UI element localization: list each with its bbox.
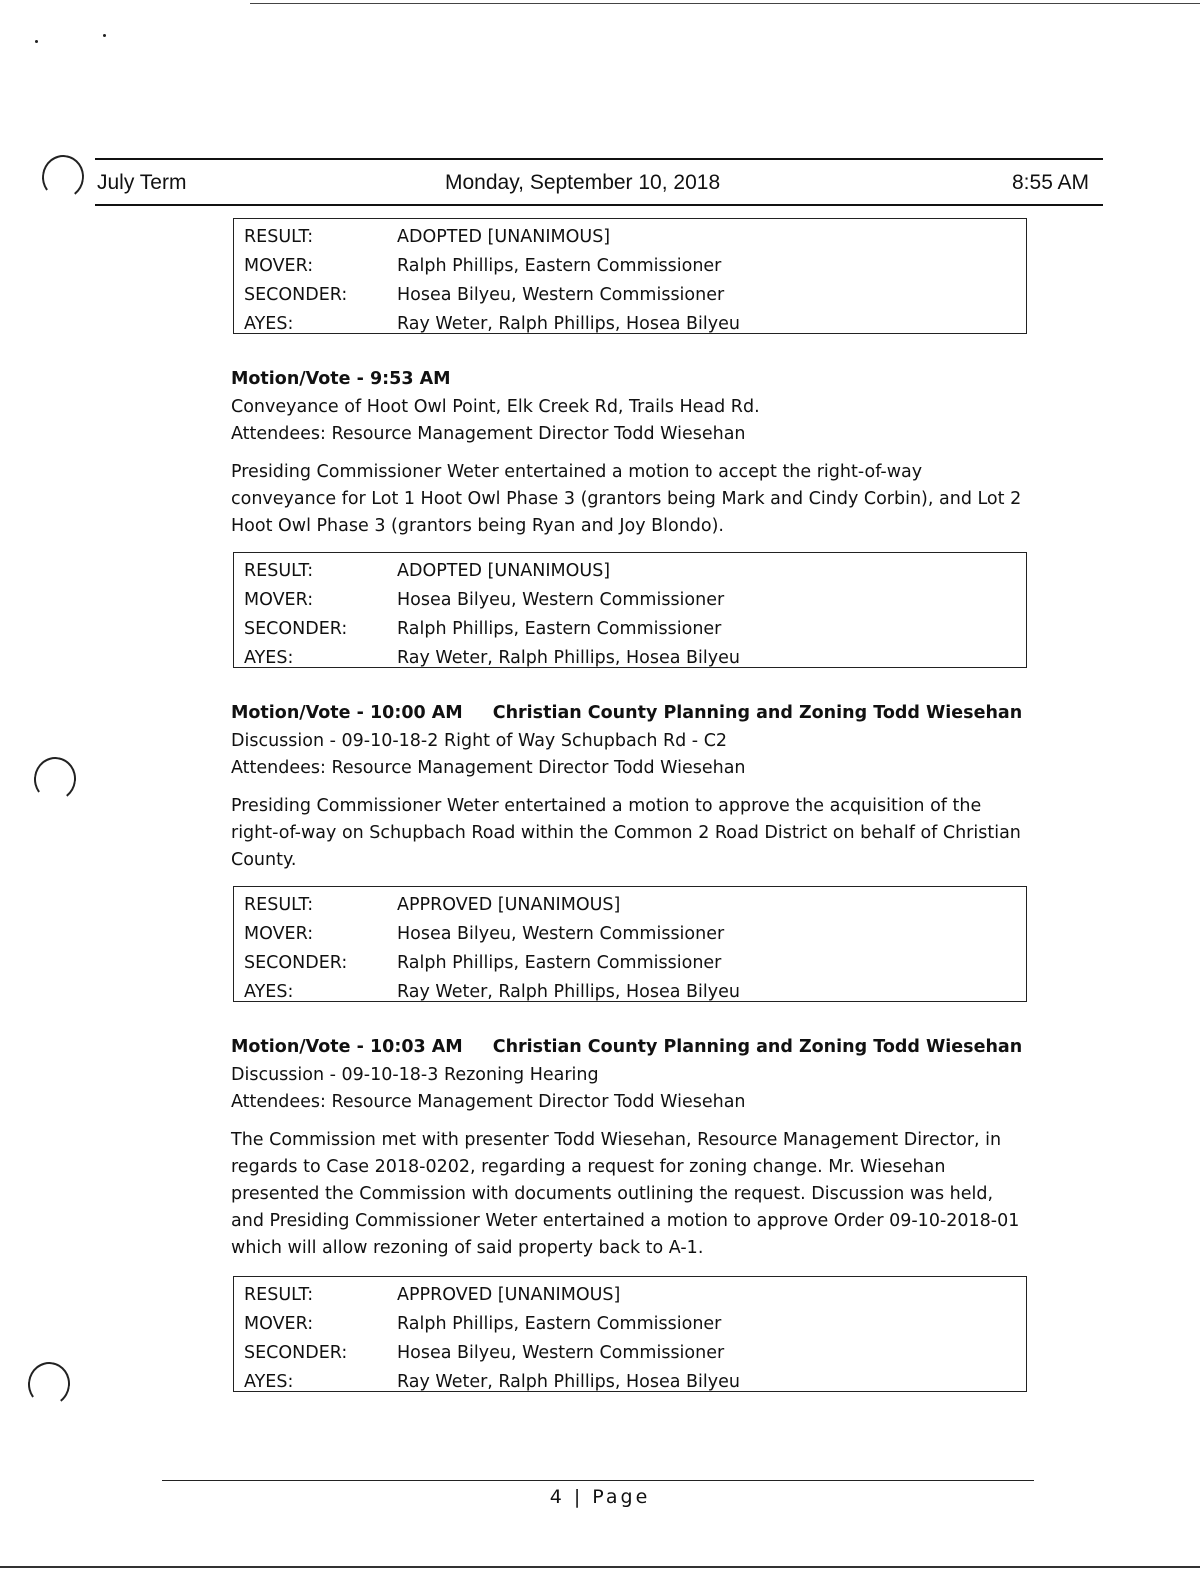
vote-result-table: [233, 1276, 1027, 1392]
page-number: 4 | Page: [549, 1486, 651, 1508]
result-row: [244, 223, 1026, 252]
result-label: RESULT:: [244, 1285, 314, 1305]
motion-subject: Conveyance of Hoot Owl Point, Elk Creek Rd, Trails Head Rd.: [231, 396, 760, 417]
motion-paragraph: The Commission met with presenter Todd Wiesehan, Resource Management Director, in regards to Case 2018-0202, regarding a request for zoning change. Mr. Wiesehan presented the Commission with documents outlining the request. Discussion was held, and Presiding Commissioner Weter entertained a motion to approve Order 09-10-2018-01 which will allow rezoning of said property back to A-1.: [231, 1129, 1020, 1258]
ayes-value: Ray Weter, Ralph Phillips, Hosea Bilyeu: [397, 1372, 740, 1392]
ayes-label: AYES:: [244, 314, 294, 334]
seconder-row: [244, 949, 1026, 978]
motion-org: Christian County Planning and Zoning Todd Wiesehan: [492, 1037, 1023, 1057]
result-label: RESULT:: [244, 561, 314, 581]
mover-label: MOVER:: [244, 256, 314, 276]
punch-hole-icon: [31, 754, 79, 803]
ayes-label: AYES:: [244, 648, 294, 668]
ayes-value: Ray Weter, Ralph Phillips, Hosea Bilyeu: [397, 982, 740, 1002]
punch-hole-icon: [25, 1359, 73, 1408]
motion-org: Christian County Planning and Zoning Todd Wiesehan: [492, 703, 1023, 723]
result-value: ADOPTED [UNANIMOUS]: [397, 561, 611, 581]
seconder-row: [244, 281, 1026, 310]
motion-attendees: Attendees: Resource Management Director Todd Wiesehan: [231, 1092, 746, 1112]
motion-subject: Discussion - 09-10-18-2 Right of Way Schupbach Rd - C2: [231, 730, 728, 751]
motion-time: Motion/Vote - 9:53 AM: [231, 369, 451, 389]
motion-section: [231, 700, 1031, 874]
meeting-date: Monday, September 10, 2018: [445, 171, 721, 194]
seconder-label: SECONDER:: [244, 1343, 348, 1363]
header-rule-top: [95, 158, 1103, 160]
mover-value: Hosea Bilyeu, Western Commissioner: [397, 924, 725, 944]
mover-row: [244, 1310, 1026, 1339]
result-label: RESULT:: [244, 895, 314, 915]
motion-time: Motion/Vote - 10:03 AM: [231, 1037, 463, 1057]
ayes-row: [244, 1368, 1026, 1397]
mover-value: Hosea Bilyeu, Western Commissioner: [397, 590, 725, 610]
result-label: RESULT:: [244, 227, 314, 247]
header-rule-bottom: [95, 204, 1103, 206]
vote-result-table: [233, 218, 1027, 334]
motion-paragraph: Presiding Commissioner Weter entertained a motion to approve the acquisition of the right-of-way on Schupbach Road within the Common 2 Road District on behalf of Christian County.: [231, 795, 1021, 870]
mover-row: [244, 586, 1026, 615]
vote-result-table: [233, 886, 1027, 1002]
vote-result-table: [233, 552, 1027, 668]
result-value: APPROVED [UNANIMOUS]: [397, 895, 621, 915]
term-label: July Term: [97, 171, 187, 194]
mover-row: [244, 920, 1026, 949]
ayes-label: AYES:: [244, 982, 294, 1002]
motion-attendees: Attendees: Resource Management Director Todd Wiesehan: [231, 758, 746, 778]
seconder-label: SECONDER:: [244, 953, 348, 973]
seconder-value: Ralph Phillips, Eastern Commissioner: [397, 953, 722, 973]
ayes-label: AYES:: [244, 1372, 294, 1392]
mover-value: Ralph Phillips, Eastern Commissioner: [397, 256, 722, 276]
mover-row: [244, 252, 1026, 281]
result-value: APPROVED [UNANIMOUS]: [397, 1285, 621, 1305]
result-value: ADOPTED [UNANIMOUS]: [397, 227, 611, 247]
meeting-time: 8:55 AM: [1012, 171, 1090, 194]
mover-label: MOVER:: [244, 924, 314, 944]
ayes-row: [244, 978, 1026, 1007]
motion-paragraph: Presiding Commissioner Weter entertained a motion to accept the right-of-way conveyance for Lot 1 Hoot Owl Phase 3 (grantors being Mark and Cindy Corbin), and Lot 2 Hoot Owl Phase 3 (grantors being Ryan and Joy Blondo).: [231, 461, 1022, 536]
motion-title: [231, 366, 1031, 394]
seconder-label: SECONDER:: [244, 285, 348, 305]
result-row: [244, 557, 1026, 586]
motion-section: [231, 1034, 1031, 1262]
seconder-value: Ralph Phillips, Eastern Commissioner: [397, 619, 722, 639]
seconder-label: SECONDER:: [244, 619, 348, 639]
ayes-row: [244, 310, 1026, 339]
result-row: [244, 1281, 1026, 1310]
ayes-row: [244, 644, 1026, 673]
ayes-value: Ray Weter, Ralph Phillips, Hosea Bilyeu: [397, 314, 740, 334]
scan-edge-top: [250, 3, 1200, 4]
scan-speck: [103, 34, 106, 37]
seconder-row: [244, 615, 1026, 644]
motion-section: [231, 366, 1031, 540]
mover-label: MOVER:: [244, 1314, 314, 1334]
ayes-value: Ray Weter, Ralph Phillips, Hosea Bilyeu: [397, 648, 740, 668]
result-row: [244, 891, 1026, 920]
footer-rule: [162, 1480, 1034, 1481]
motion-title: [231, 1034, 1031, 1062]
seconder-row: [244, 1339, 1026, 1368]
scan-speck: [35, 40, 38, 43]
motion-time: Motion/Vote - 10:00 AM: [231, 703, 463, 723]
motion-title: [231, 700, 1031, 728]
motion-attendees: Attendees: Resource Management Director Todd Wiesehan: [231, 424, 746, 444]
motion-subject: Discussion - 09-10-18-3 Rezoning Hearing: [231, 1064, 599, 1085]
mover-value: Ralph Phillips, Eastern Commissioner: [397, 1314, 722, 1334]
seconder-value: Hosea Bilyeu, Western Commissioner: [397, 1343, 725, 1363]
seconder-value: Hosea Bilyeu, Western Commissioner: [397, 285, 725, 305]
scan-edge-bottom: [0, 1566, 1200, 1568]
punch-hole-icon: [39, 152, 87, 201]
mover-label: MOVER:: [244, 590, 314, 610]
